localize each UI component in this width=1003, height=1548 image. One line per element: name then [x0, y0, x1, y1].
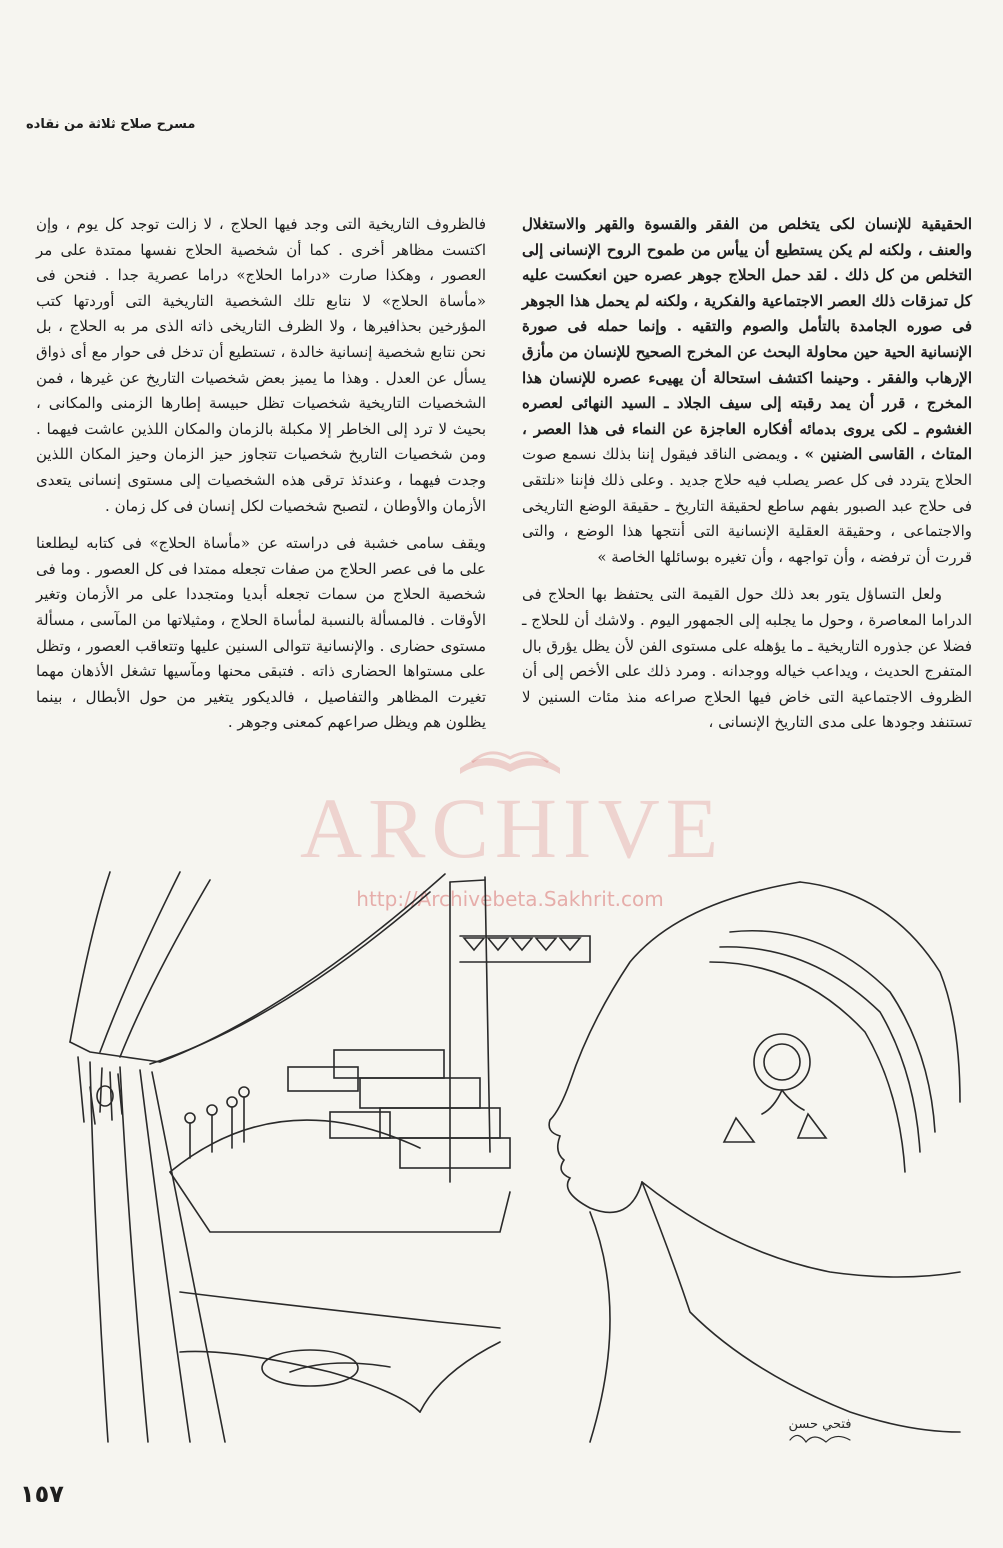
bold-quote: الحقيقية للإنسان لكى يتخلص من الفقر والقسوة والقهر والاستغلال والعنف ، ولكنه لم يكن يستطيع أن ييأس من طموح الروح الإنسانى إلى التخلص من كل ذلك . لقد حمل الحلاج جوهر عصره حين انعكست عليه كل تمزقات ذلك العصر الاجتماعية والفكرية ، ولكنه لم يحمل هذا الجوهر فى صوره الجامدة بالتأمل والصوم والتقيه . وإنما حمله فى صورة الإنسانية الحية حين محاولة البحث عن المخرج الصحيح للإنسان من مأزق الإرهاب والفقر . وحينما اكتشف استحالة أن يهيىء عصره للإنسان هذا المخرج ، قرر أن يمد رقبته إلى سيف الجلاد ـ السيد النهائى لعصره الغشوم ـ لكى يروى بدمائه أفكاره العاجزة عن النماء فى هذا العصر ، المتاث ، القاسى الضنين » . — [522, 215, 972, 464]
paragraph — [522, 582, 972, 736]
text-column-left — [36, 212, 486, 736]
artist-signature: فتحي حسن — [788, 1417, 852, 1432]
line-drawing-illustration — [30, 852, 970, 1452]
watermark-title: ARCHIVE — [300, 780, 725, 876]
watermark-url: http://Archivebeta.Sakhrit.com — [356, 887, 664, 911]
paragraph-text: ويمضى الناقد فيقول إننا بذلك نسمع صوت الحلاج يتردد فى كل عصر يصلب فيه حلاج جديد . وعلى ذلك فإننا «نلتقى فى حلاج عبد الصبور بفهم ساطع لحقيقة التاريخ ـ حقيقة الوضع التاريخى والاجتماعى ، وحقيقة العقلية الإنسانية التى أنتجها هذا الوضع ، والتى قررت أن ترفضه ، وأن تواجهه ، وأن تغيره بوسائلها الخاصة » — [522, 445, 972, 566]
paragraph-text: ولعل التساؤل يتور بعد ذلك حول القيمة التى يحتفظ بها الحلاج فى الدراما المعاصرة ، وحول ما يجلبه إلى الجمهور اليوم . ولاشك أن للحلاج ـ فضلا عن جذوره التاريخية ـ ما يؤهله على مستوى الفن لأن يظل يؤرق بال المتفرج الحديث ، ويداعب خياله ووجدانه . ومرد ذلك على الأخص إلى أن الظروف الاجتماعية التى خاض فيها الحلاج صراعه منذ مئات السنين لا تستنفد وجودها على مدى التاريخ الإنسانى ، — [522, 585, 972, 732]
paragraph: فالظروف التاريخية التى وجد فيها الحلاج ، لا زالت توجد كل يوم ، وإن اكتست مظاهر أخرى . كما أن شخصية الحلاج نفسها ممتدة على مر العصور ، وهكذا صارت «دراما الحلاج» دراما عصرية جدا . فنحن فى «مأساة الحلاج» لا نتابع تلك الشخصية التاريخية التى أوردتها كتب المؤرخين بحذافيرها ، ولا الظرف التاريخى ذاته الذى مر به الحلاج ، بل نحن نتابع شخصية إنسانية خالدة ، تستطيع أن تدخل فى حوار مع أى ذواق يسأل عن العدل . وهذا ما يميز بعض شخصيات التاريخ عن غيرها ، فمن الشخصيات التاريخية شخصيات تظل حبيسة إطارها الزمنى والمكانى ، بحيث لا ترد إلى الخاطر إلا مكبلة بالزمان والمكان اللذين عاشت فيهما . ومن شخصيات التاريخ شخصيات تتجاوز حيز الزمان وحيز المكان اللذين وجدت فيهما ، وعندئذ ترقى هذه الشخصيات إلى مستوى إنسانى يتعدى الأزمان والأوطان ، لتصبح شخصيات لكل إنسان فى كل زمان . — [36, 215, 486, 515]
paragraph: ويقف سامى خشبة فى دراسته عن «مأساة الحلاج» فى كتابه ليطلعنا على ما فى عصر الحلاج من صفات تجعله ممتدا فى كل العصور . وما فى شخصية الحلاج من سمات تجعله أبديا ومتجددا على مر الأزمان وتغير الأوقات . فالمسألة بالنسبة لمأساة الحلاج ، ومثيلاتها من المآسى ، مسألة مستوى حضارى . والإنسانية تتوالى السنين عليها وتتعاقب العصور ، وتظل على مستواها الحضارى ذاته . فتبقى محنها ومآسيها تشغل الأذهان مهما تغيرت المظاهر والتفاصيل ، فالديكور يتغير من حول الأبطال ، بينما يظلون هم ويظل صراعهم كمعنى وجوهر . — [36, 534, 486, 732]
page-number: ١٥٧ — [20, 1480, 64, 1508]
text-column-right — [522, 212, 972, 736]
paragraph — [522, 212, 972, 570]
running-head: مسرح صلاح ثلاثة من نقاده — [26, 117, 196, 132]
